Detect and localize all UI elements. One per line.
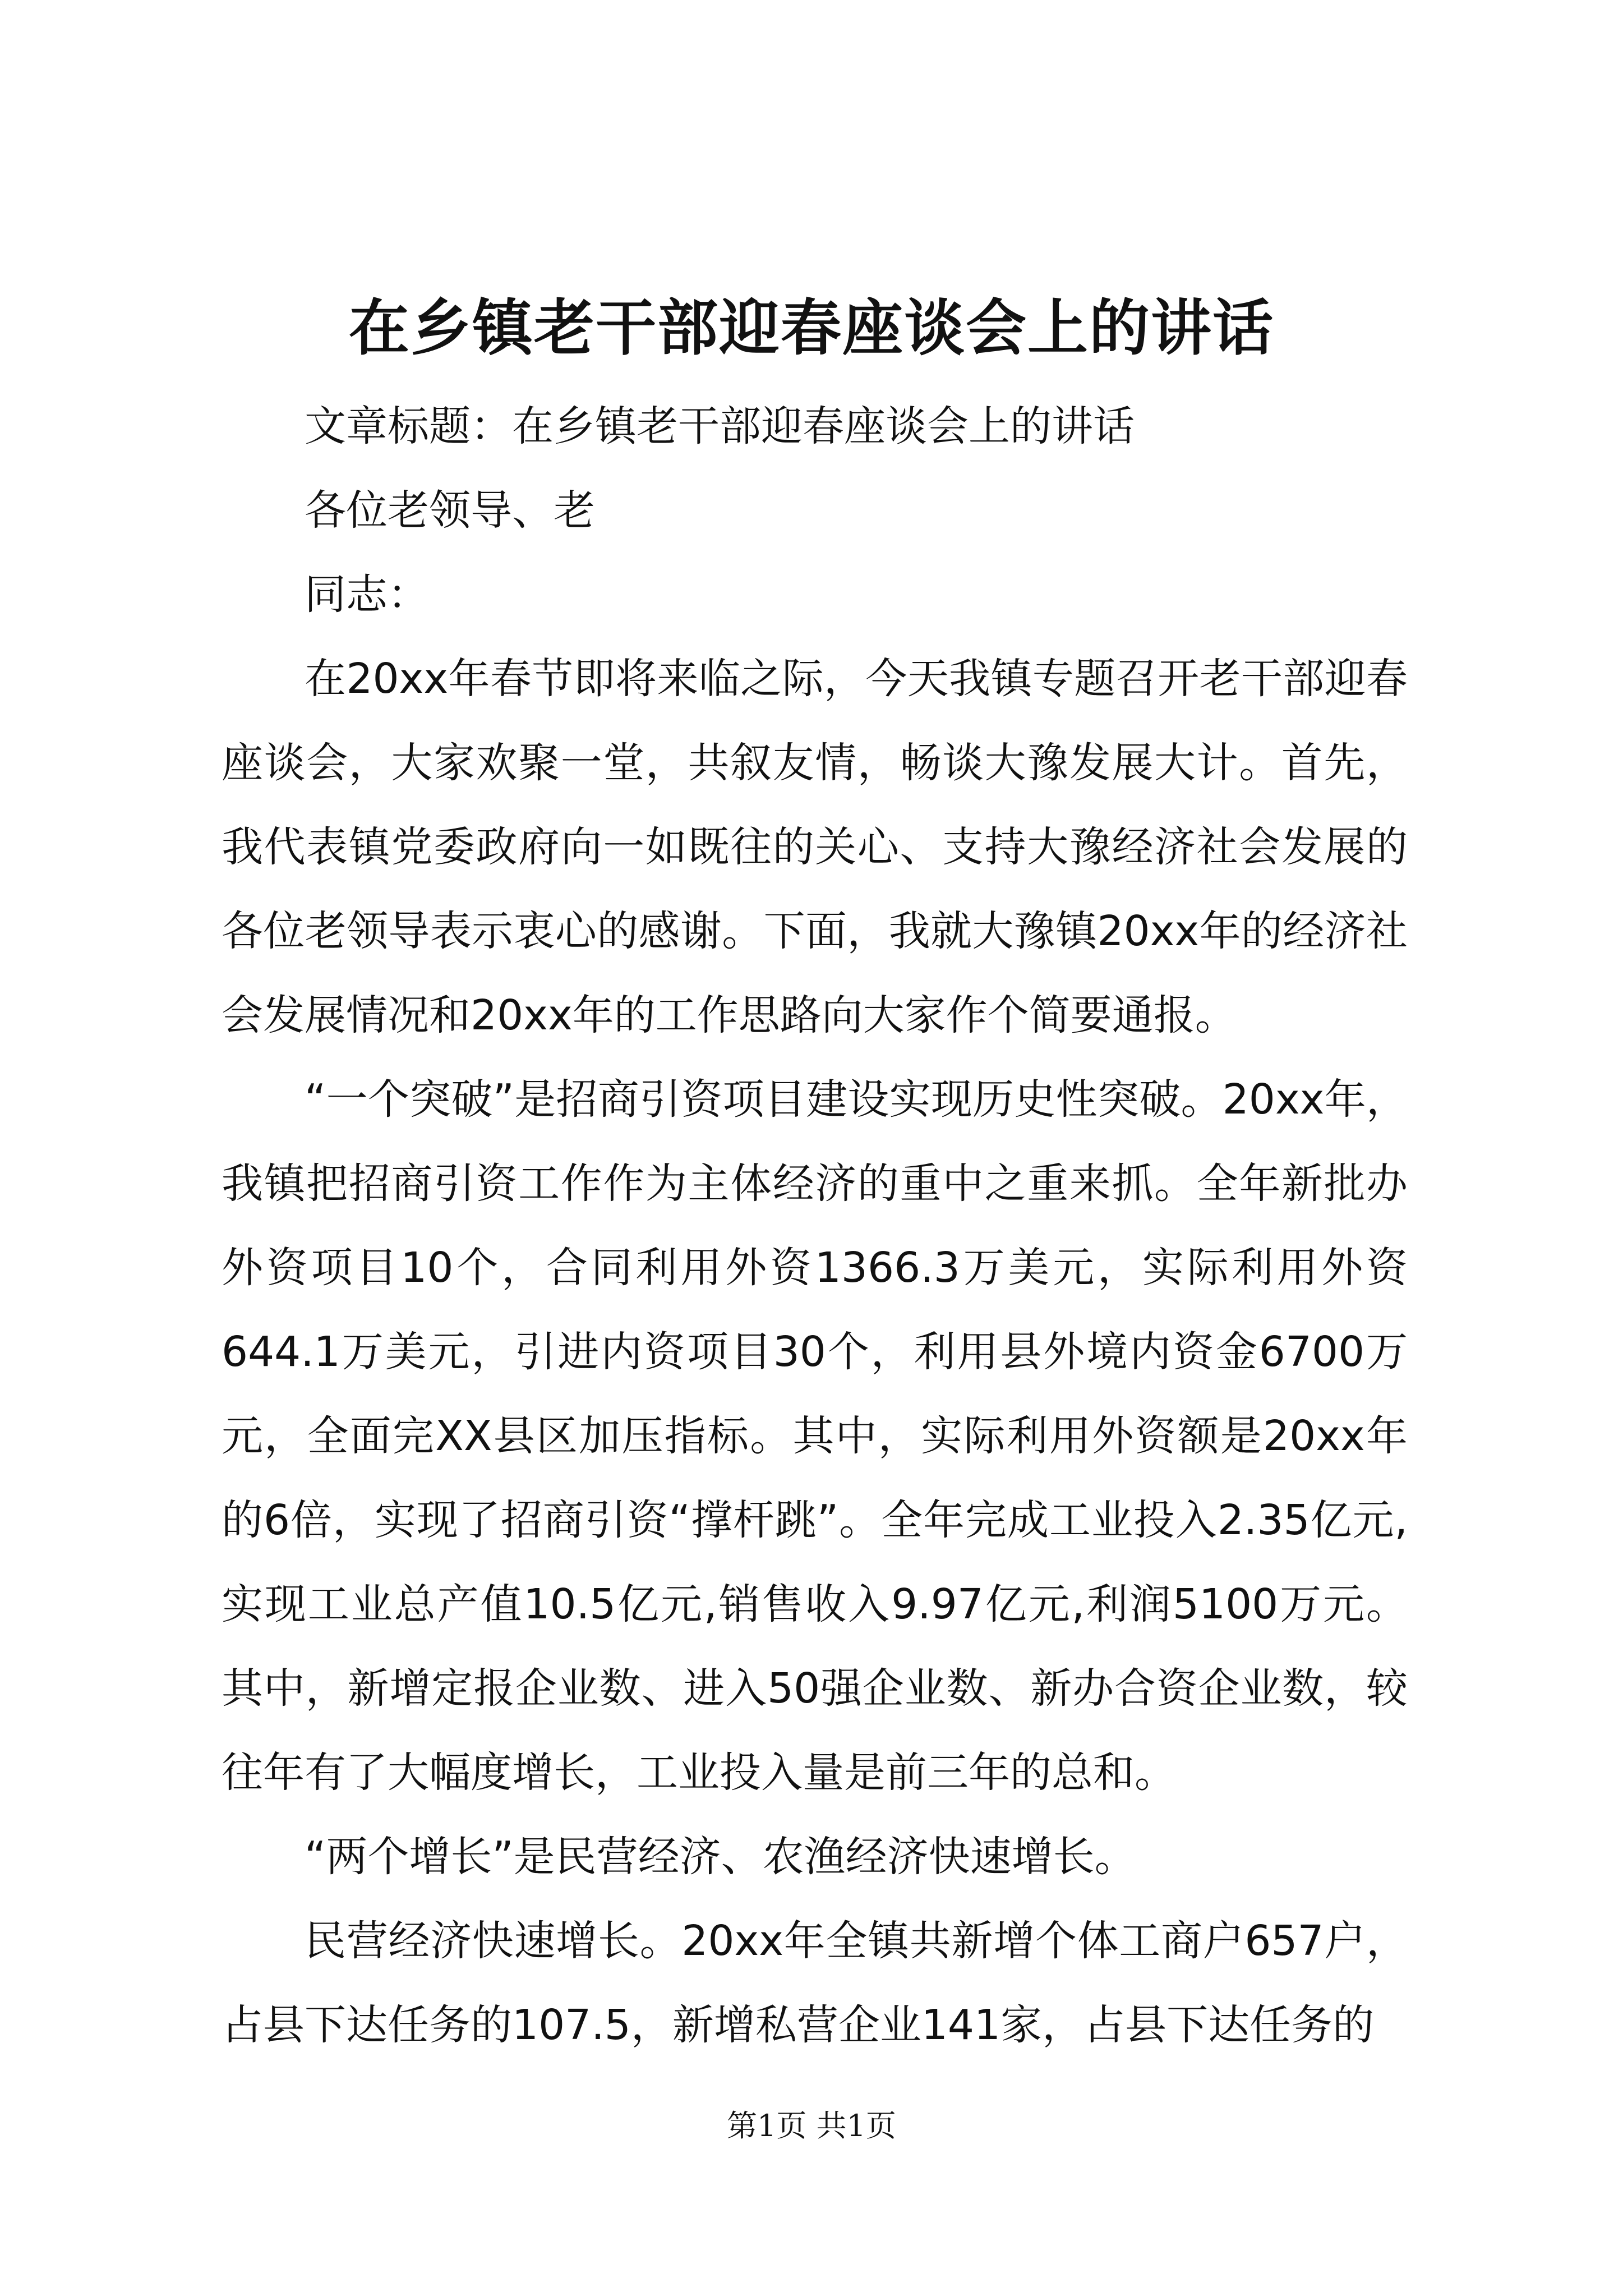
paragraph-intro: 在20xx年春节即将来临之际，今天我镇专题召开老干部迎春座谈会，大家欢聚一堂，共叙友情，畅谈大豫发展大计。首先，我代表镇党委政府向一如既往的关心、支持大豫经济社会发展的各位老领导表示衷心的感谢。下面，我就大豫镇20xx年的经济社会发展情况和20xx年的工作思路向大家作个简要通报。: [222, 655, 1408, 1039]
salutation-line-1: 各位老领导、老: [305, 486, 595, 535]
article-title-line: 文章标题：在乡镇老干部迎春座谈会上的讲话: [305, 402, 1135, 450]
salutation-line-2: 同志：: [305, 570, 429, 619]
document-title: 在乡镇老干部迎春座谈会上的讲话: [348, 293, 1274, 364]
page-footer: 第1页 共1页: [727, 2108, 896, 2143]
paragraph-one-breakthrough: “一个突破”是招商引资项目建设实现历史性突破。20xx年，我镇把招商引资工作作为主体经济的重中之重来抓。全年新批办外资项目10个，合同利用外资1366.3万美元，实际利用外资644.1万美元，引进内资项目30个，利用县外境内资金6700万元，全面完XX县区加压指标。其中，实际利用外资额是20xx年的6倍，实现了招商引资“撑杆跳”。全年完成工业投入2.35亿元,实现工业总产值10.5亿元,销售收入9.97亿元,利润5100万元。其中，新增定报企业数、进入50强企业数、新办合资企业数，较往年有了大幅度增长，工业投入量是前三年的总和。: [222, 1075, 1408, 1797]
paragraph-private-economy: 民营经济快速增长。20xx年全镇共新增个体工商户657户，占县下达任务的107.5，新增私营企业141家，占县下达任务的: [222, 1917, 1408, 2049]
paragraph-two-growth: “两个增长”是民营经济、农渔经济快速增长。: [305, 1833, 1136, 1881]
document-body: [222, 384, 1408, 2067]
